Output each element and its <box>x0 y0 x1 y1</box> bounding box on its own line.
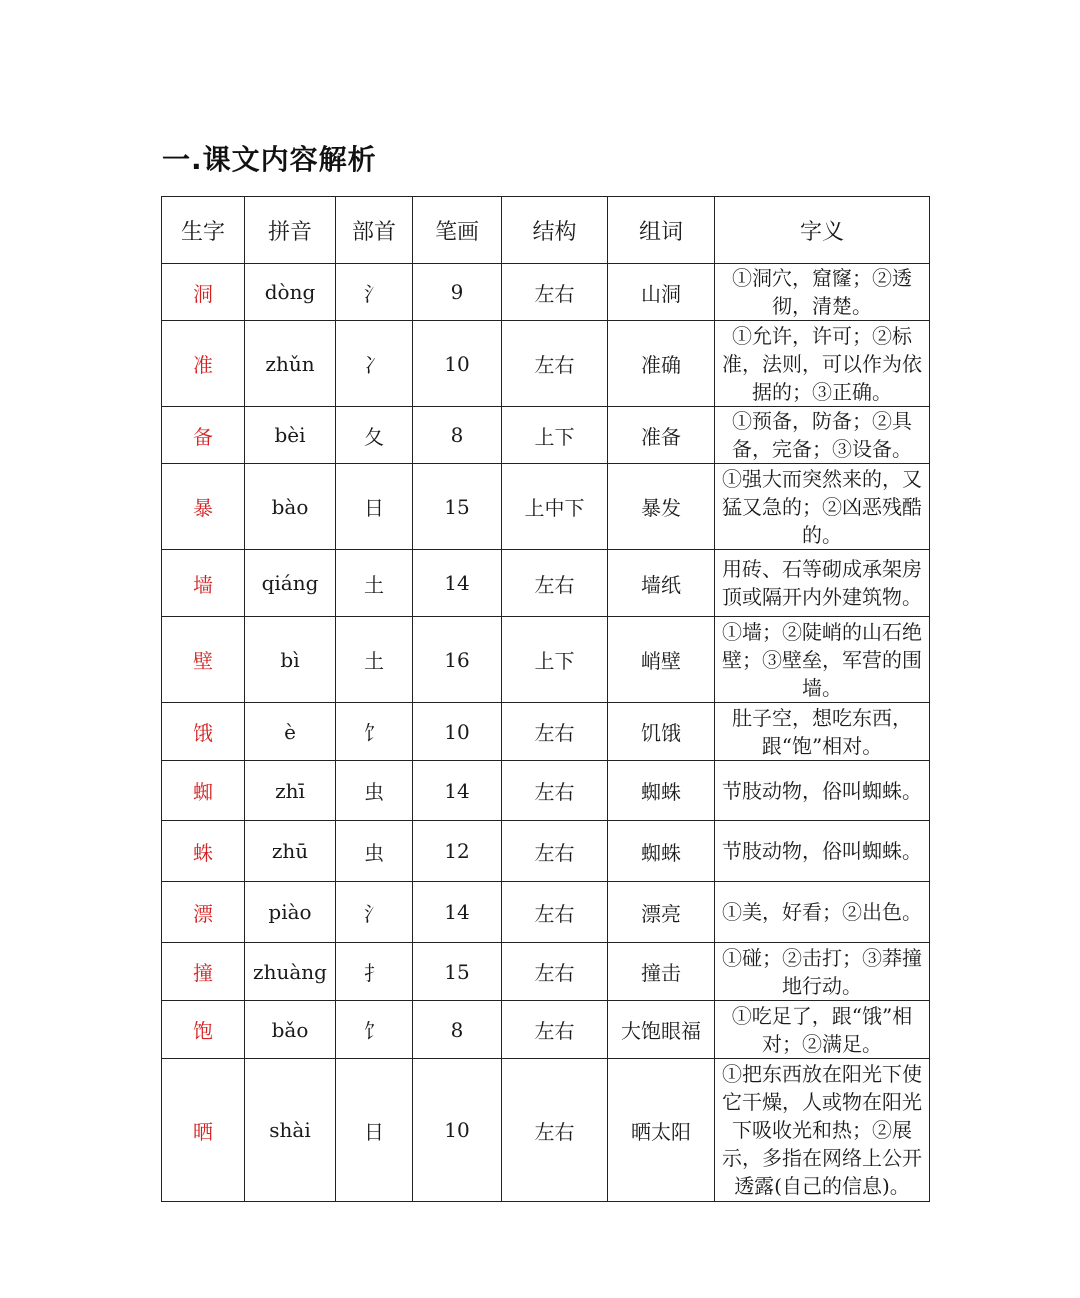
table-row <box>162 882 930 943</box>
radical-cell: 饣 <box>336 1001 413 1059</box>
structure-cell: 左右 <box>502 321 608 407</box>
word-cell: 峭壁 <box>608 617 715 703</box>
header-structure: 结构 <box>502 197 608 264</box>
structure-cell: 上下 <box>502 407 608 464</box>
header-strokes: 笔画 <box>413 197 502 264</box>
structure-cell: 左右 <box>502 943 608 1001</box>
strokes-cell: 14 <box>413 882 502 943</box>
table-row <box>162 761 930 821</box>
pinyin-cell: zhī <box>245 761 336 821</box>
table-row <box>162 943 930 1001</box>
char-cell: 壁 <box>162 617 245 703</box>
pinyin-cell: zhǔn <box>245 321 336 407</box>
meaning-cell: 节肢动物，俗叫蜘蛛。 <box>715 761 930 821</box>
char-cell: 准 <box>162 321 245 407</box>
header-radical: 部首 <box>336 197 413 264</box>
char-cell: 蛛 <box>162 821 245 882</box>
pinyin-cell: zhū <box>245 821 336 882</box>
strokes-cell: 8 <box>413 407 502 464</box>
pinyin-cell: shài <box>245 1059 336 1202</box>
header-pinyin: 拼音 <box>245 197 336 264</box>
structure-cell: 左右 <box>502 882 608 943</box>
char-cell: 撞 <box>162 943 245 1001</box>
radical-cell: 夂 <box>336 407 413 464</box>
pinyin-cell: bào <box>245 464 336 550</box>
char-cell: 墙 <box>162 550 245 617</box>
strokes-cell: 12 <box>413 821 502 882</box>
pinyin-cell: è <box>245 703 336 761</box>
meaning-cell: ①允许，许可；②标准，法则，可以作为依据的；③正确。 <box>715 321 930 407</box>
meaning-cell: 节肢动物，俗叫蜘蛛。 <box>715 821 930 882</box>
radical-cell: 日 <box>336 1059 413 1202</box>
meaning-cell: ①吃足了，跟“饿”相对；②满足。 <box>715 1001 930 1059</box>
table-row <box>162 617 930 703</box>
word-cell: 大饱眼福 <box>608 1001 715 1059</box>
char-cell: 暴 <box>162 464 245 550</box>
meaning-cell: ①美，好看；②出色。 <box>715 882 930 943</box>
radical-cell: 土 <box>336 550 413 617</box>
char-cell: 蜘 <box>162 761 245 821</box>
meaning-cell: 肚子空，想吃东西，跟“饱”相对。 <box>715 703 930 761</box>
header-char: 生字 <box>162 197 245 264</box>
word-cell: 准确 <box>608 321 715 407</box>
strokes-cell: 10 <box>413 1059 502 1202</box>
char-cell: 饿 <box>162 703 245 761</box>
pinyin-cell: dòng <box>245 264 336 321</box>
word-cell: 饥饿 <box>608 703 715 761</box>
structure-cell: 左右 <box>502 821 608 882</box>
meaning-cell: ①把东西放在阳光下使它干燥，人或物在阳光下吸收光和热；②展示，多指在网络上公开透露(自己的信息)。 <box>715 1059 930 1202</box>
strokes-cell: 14 <box>413 761 502 821</box>
structure-cell: 左右 <box>502 761 608 821</box>
word-cell: 蜘蛛 <box>608 761 715 821</box>
strokes-cell: 14 <box>413 550 502 617</box>
header-meaning: 字义 <box>715 197 930 264</box>
strokes-cell: 15 <box>413 464 502 550</box>
table-row <box>162 703 930 761</box>
meaning-cell: ①碰；②击打；③莽撞地行动。 <box>715 943 930 1001</box>
structure-cell: 左右 <box>502 550 608 617</box>
strokes-cell: 16 <box>413 617 502 703</box>
char-cell: 晒 <box>162 1059 245 1202</box>
structure-cell: 上中下 <box>502 464 608 550</box>
vocabulary-table <box>161 196 930 1202</box>
strokes-cell: 15 <box>413 943 502 1001</box>
meaning-cell: 用砖、石等砌成承架房顶或隔开内外建筑物。 <box>715 550 930 617</box>
structure-cell: 上下 <box>502 617 608 703</box>
radical-cell: 虫 <box>336 761 413 821</box>
pinyin-cell: qiáng <box>245 550 336 617</box>
radical-cell: 土 <box>336 617 413 703</box>
pinyin-cell: piào <box>245 882 336 943</box>
char-cell: 漂 <box>162 882 245 943</box>
strokes-cell: 8 <box>413 1001 502 1059</box>
strokes-cell: 9 <box>413 264 502 321</box>
pinyin-cell: zhuàng <box>245 943 336 1001</box>
structure-cell: 左右 <box>502 264 608 321</box>
table-row <box>162 821 930 882</box>
radical-cell: 冫 <box>336 321 413 407</box>
char-cell: 饱 <box>162 1001 245 1059</box>
word-cell: 撞击 <box>608 943 715 1001</box>
meaning-cell: ①墙；②陡峭的山石绝壁；③壁垒，军营的围墙。 <box>715 617 930 703</box>
radical-cell: 日 <box>336 464 413 550</box>
table-row <box>162 407 930 464</box>
table-row <box>162 264 930 321</box>
header-word: 组词 <box>608 197 715 264</box>
word-cell: 墙纸 <box>608 550 715 617</box>
table-row <box>162 550 930 617</box>
table-row <box>162 1001 930 1059</box>
meaning-cell: ①预备，防备；②具备，完备；③设备。 <box>715 407 930 464</box>
pinyin-cell: bǎo <box>245 1001 336 1059</box>
radical-cell: 虫 <box>336 821 413 882</box>
table-row <box>162 464 930 550</box>
char-cell: 备 <box>162 407 245 464</box>
radical-cell: 氵 <box>336 264 413 321</box>
word-cell: 山洞 <box>608 264 715 321</box>
char-cell: 洞 <box>162 264 245 321</box>
radical-cell: 扌 <box>336 943 413 1001</box>
pinyin-cell: bèi <box>245 407 336 464</box>
strokes-cell: 10 <box>413 321 502 407</box>
meaning-cell: ①洞穴，窟窿；②透彻，清楚。 <box>715 264 930 321</box>
structure-cell: 左右 <box>502 1001 608 1059</box>
word-cell: 暴发 <box>608 464 715 550</box>
radical-cell: 饣 <box>336 703 413 761</box>
structure-cell: 左右 <box>502 1059 608 1202</box>
word-cell: 蜘蛛 <box>608 821 715 882</box>
table-header-row <box>162 197 930 264</box>
structure-cell: 左右 <box>502 703 608 761</box>
section-title: 一.课文内容解析 <box>162 143 377 176</box>
table-row <box>162 321 930 407</box>
table-row <box>162 1059 930 1202</box>
radical-cell: 氵 <box>336 882 413 943</box>
word-cell: 漂亮 <box>608 882 715 943</box>
strokes-cell: 10 <box>413 703 502 761</box>
meaning-cell: ①强大而突然来的，又猛又急的；②凶恶残酷的。 <box>715 464 930 550</box>
word-cell: 晒太阳 <box>608 1059 715 1202</box>
pinyin-cell: bì <box>245 617 336 703</box>
word-cell: 准备 <box>608 407 715 464</box>
